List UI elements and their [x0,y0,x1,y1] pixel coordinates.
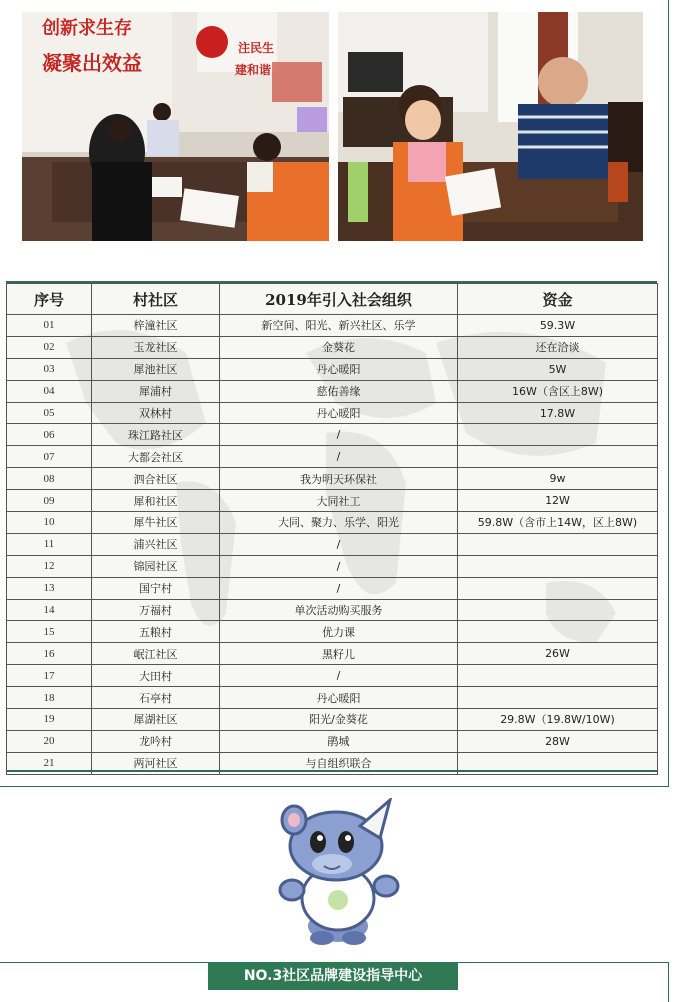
table-row [7,424,658,446]
table-row [7,402,658,424]
row-organization: 黑籽儿 [220,643,458,665]
row-funding [458,599,658,621]
row-index: 16 [7,643,92,665]
row-index: 06 [7,424,92,446]
row-community: 玉龙社区 [92,336,220,358]
row-organization: 优力课 [220,621,458,643]
table-row [7,336,658,358]
row-index: 05 [7,402,92,424]
table-row [7,709,658,731]
table-row [7,446,658,468]
row-funding [458,424,658,446]
table-row [7,490,658,512]
row-index: 11 [7,533,92,555]
row-organization: 丹心暖阳 [220,358,458,380]
row-organization: / [220,665,458,687]
row-community: 五粮村 [92,621,220,643]
row-organization: / [220,577,458,599]
slogan-right2: 建和谐 [235,63,272,77]
row-community: 龙吟村 [92,730,220,752]
row-index: 02 [7,336,92,358]
row-funding [458,665,658,687]
row-organization: 单次活动购买服务 [220,599,458,621]
row-index: 14 [7,599,92,621]
row-funding: 17.8W [458,402,658,424]
header-community: 村社区 [92,284,220,315]
table-row [7,315,658,337]
row-organization: / [220,446,458,468]
row-community: 石亭村 [92,687,220,709]
row-organization: 大同、聚力、乐学、阳光 [220,512,458,534]
row-organization: / [220,533,458,555]
table-row [7,533,658,555]
row-organization: / [220,424,458,446]
row-index: 09 [7,490,92,512]
row-index: 03 [7,358,92,380]
row-organization: 慈佑善缘 [220,380,458,402]
section-banner: NO.3社区品牌建设指导中心 [208,962,458,990]
table-row [7,665,658,687]
row-funding [458,752,658,774]
row-organization: 大同社工 [220,490,458,512]
header-organization: 2019年引入社会组织 [220,284,458,315]
row-organization: 丹心暖阳 [220,687,458,709]
table-row [7,380,658,402]
row-index: 17 [7,665,92,687]
row-index: 21 [7,752,92,774]
row-index: 12 [7,555,92,577]
row-organization: / [220,555,458,577]
row-index: 13 [7,577,92,599]
row-community: 锦园社区 [92,555,220,577]
row-community: 大田村 [92,665,220,687]
rhino-mascot-icon [268,798,408,946]
table-row [7,577,658,599]
row-community: 国宁村 [92,577,220,599]
row-funding: 还在洽谈 [458,336,658,358]
row-funding: 5W [458,358,658,380]
row-community: 万福村 [92,599,220,621]
row-community: 犀湖社区 [92,709,220,731]
row-organization: 鹃城 [220,730,458,752]
slogan-line1: 创新求生存 [42,18,132,39]
row-funding: 16W（含区上8W) [458,380,658,402]
row-funding: 29.8W（19.8W/10W) [458,709,658,731]
table-row [7,621,658,643]
meeting-photo-right [338,12,643,241]
row-index: 18 [7,687,92,709]
row-index: 08 [7,468,92,490]
row-funding: 59.8W（含市上14W，区上8W) [458,512,658,534]
row-community: 犀池社区 [92,358,220,380]
row-organization: 我为明天环保社 [220,468,458,490]
row-index: 19 [7,709,92,731]
data-table [6,283,658,775]
row-funding [458,446,658,468]
row-community: 犀和社区 [92,490,220,512]
row-funding: 59.3W [458,315,658,337]
row-community: 岷江社区 [92,643,220,665]
row-index: 07 [7,446,92,468]
row-community: 两河社区 [92,752,220,774]
table-row [7,687,658,709]
row-index: 01 [7,315,92,337]
row-organization: 丹心暖阳 [220,402,458,424]
row-index: 04 [7,380,92,402]
row-community: 梓潼社区 [92,315,220,337]
row-organization: 阳光/金葵花 [220,709,458,731]
header-funding: 资金 [458,284,658,315]
table-row [7,599,658,621]
row-organization: 与自组织联合 [220,752,458,774]
table-row [7,468,658,490]
slogan-right1: 注民生 [238,41,275,55]
row-funding: 26W [458,643,658,665]
row-funding [458,687,658,709]
table-row [7,752,658,774]
row-community: 双林村 [92,402,220,424]
row-index: 20 [7,730,92,752]
row-funding: 28W [458,730,658,752]
row-funding [458,621,658,643]
row-community: 泗合社区 [92,468,220,490]
table-row [7,643,658,665]
row-funding [458,533,658,555]
row-community: 浦兴社区 [92,533,220,555]
table-row [7,730,658,752]
row-index: 10 [7,512,92,534]
row-index: 15 [7,621,92,643]
table-row [7,555,658,577]
row-organization: 新空间、阳光、新兴社区、乐学 [220,315,458,337]
table-row [7,512,658,534]
row-community: 珠江路社区 [92,424,220,446]
header-index: 序号 [7,284,92,315]
row-organization: 金葵花 [220,336,458,358]
row-funding [458,577,658,599]
row-community: 大都会社区 [92,446,220,468]
slogan-line2: 凝聚出效益 [42,51,142,75]
row-funding: 9w [458,468,658,490]
row-community: 犀牛社区 [92,512,220,534]
row-community: 犀浦村 [92,380,220,402]
table-row [7,358,658,380]
row-funding [458,555,658,577]
row-funding: 12W [458,490,658,512]
social-organization-table [6,281,657,772]
meeting-photo-left [22,12,329,241]
